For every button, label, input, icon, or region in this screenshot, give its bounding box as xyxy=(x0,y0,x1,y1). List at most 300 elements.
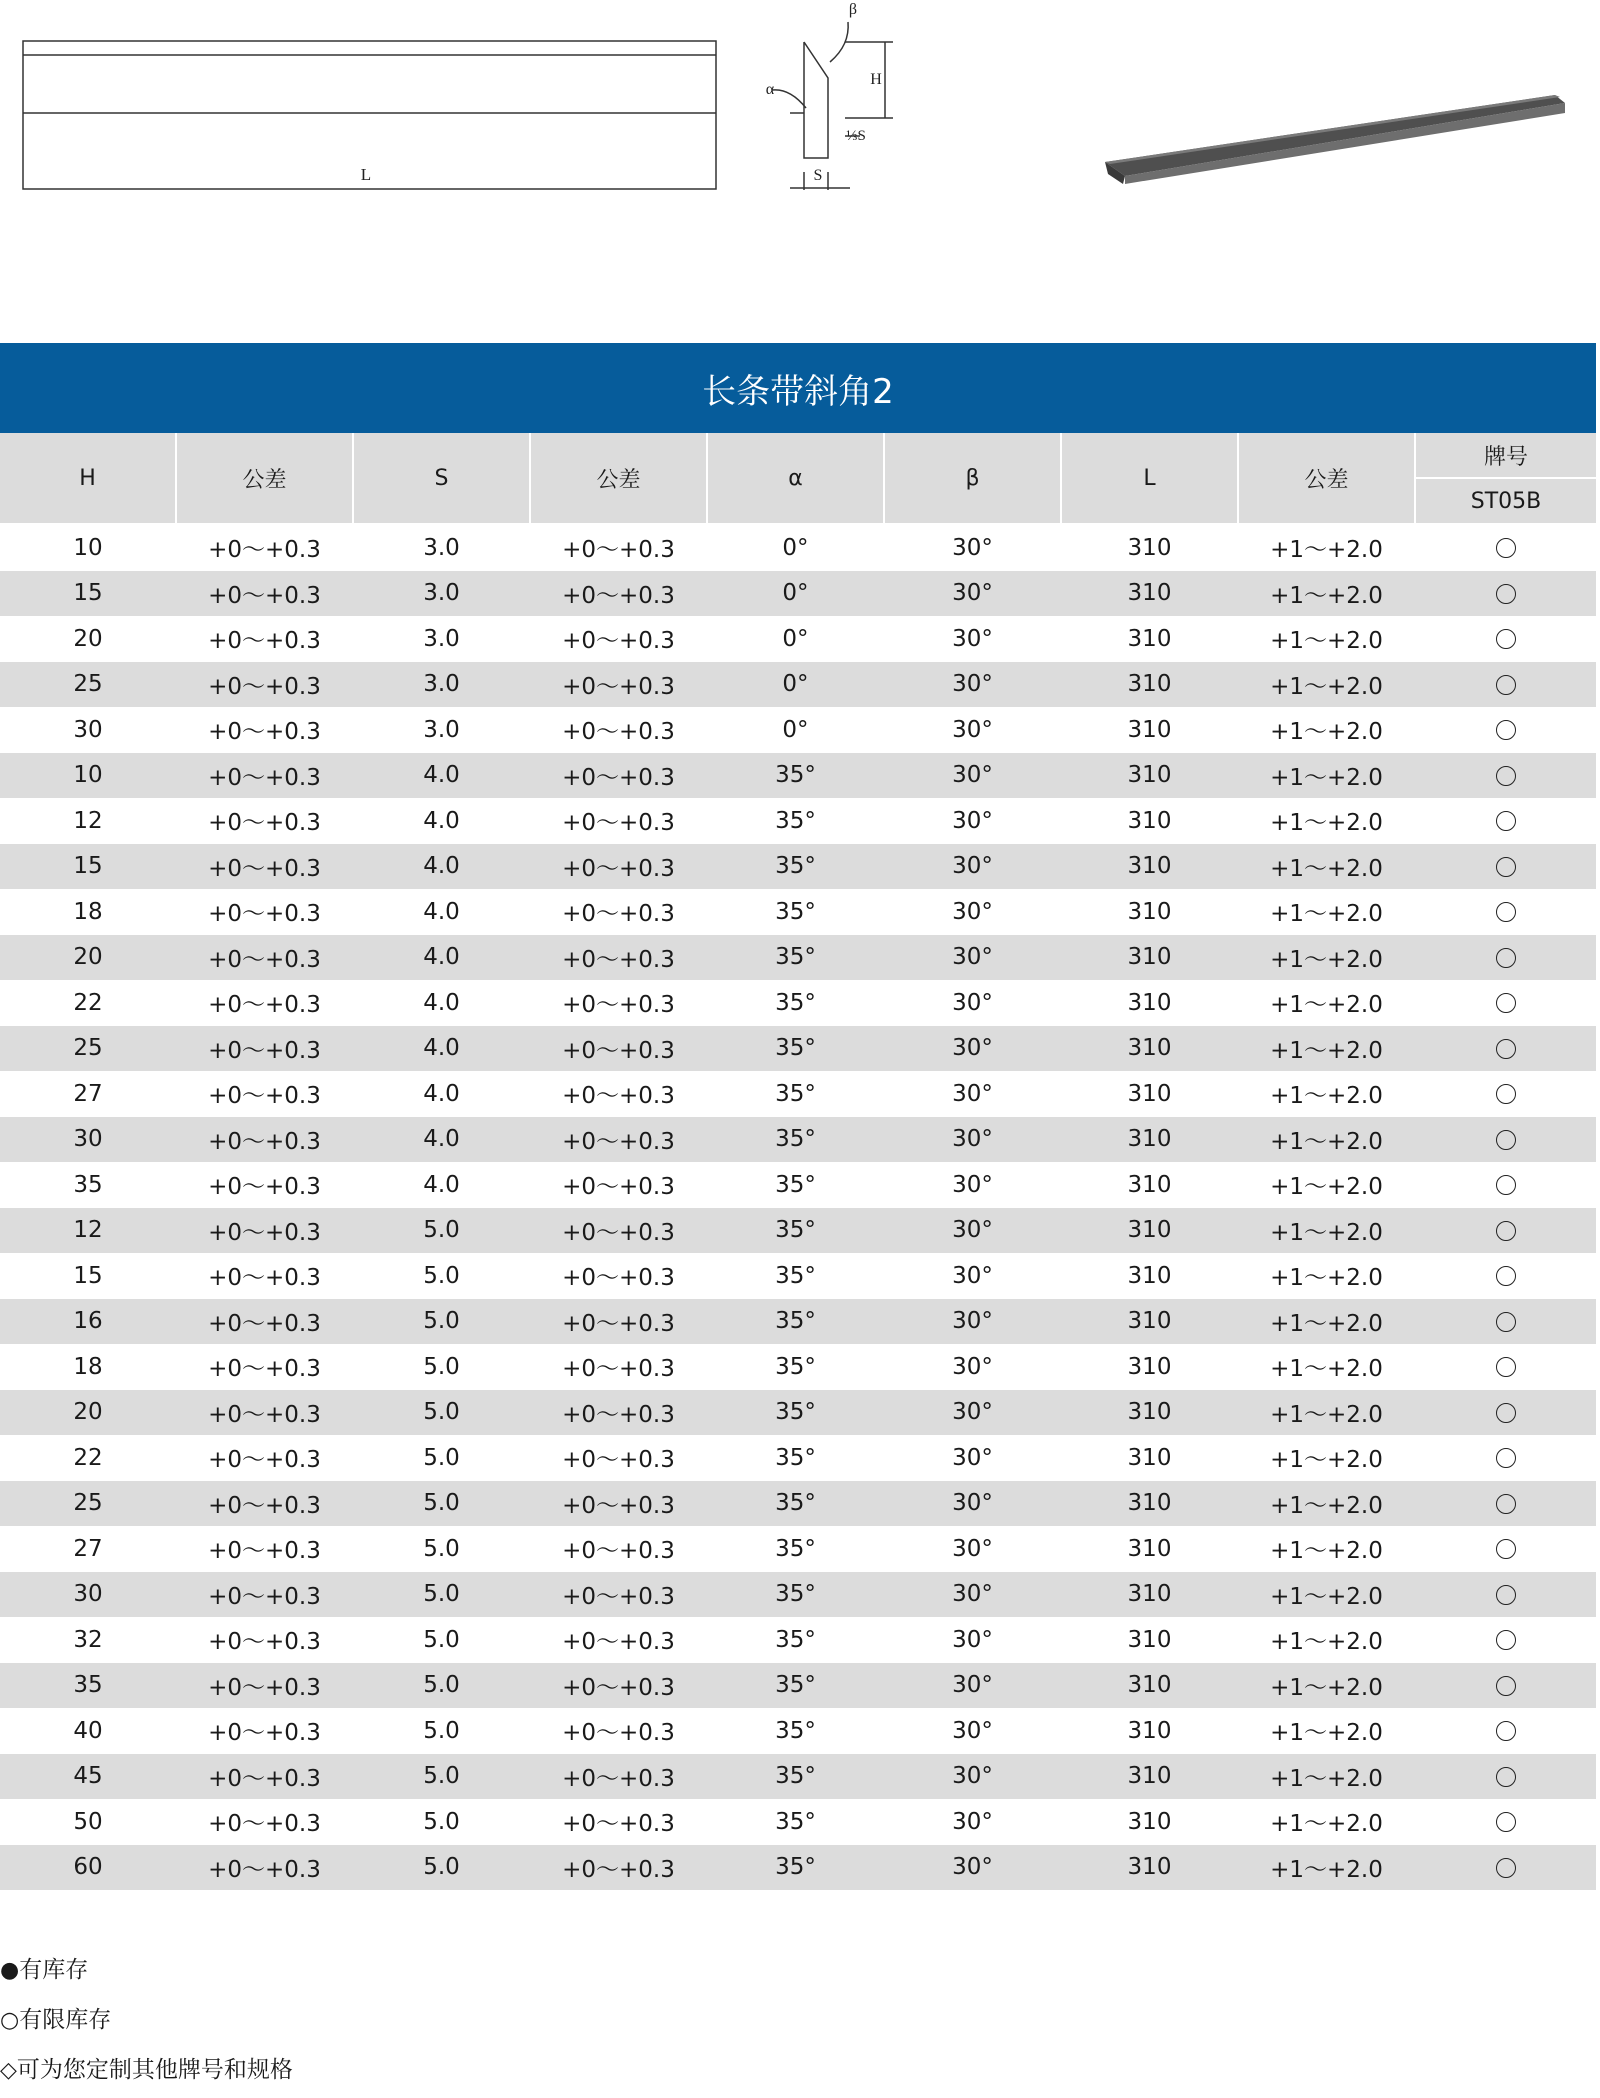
table-cell: +0～+0.3 xyxy=(562,1538,675,1565)
hollow-circle-icon xyxy=(1496,1721,1516,1741)
table-cell: +1～+2.0 xyxy=(1270,810,1383,837)
hollow-circle-icon xyxy=(1496,720,1516,740)
table-cell: 4.0 xyxy=(353,753,530,799)
table-cell: 310 xyxy=(1127,898,1172,925)
availability-cell xyxy=(1415,1708,1596,1754)
table-cell: 4.0 xyxy=(423,898,460,925)
table-cell: 30° xyxy=(952,898,993,925)
availability-cell xyxy=(1415,1344,1596,1390)
table-row xyxy=(0,1026,1596,1072)
header-cell: 公差 xyxy=(530,433,707,524)
table-cell: 35° xyxy=(775,807,816,834)
table-cell: 4.0 xyxy=(423,807,460,834)
table-cell: +0～+0.3 xyxy=(176,935,353,981)
table-row xyxy=(0,1754,1596,1800)
table-row xyxy=(0,798,1596,844)
availability-cell xyxy=(1415,1435,1596,1481)
table-cell: 35° xyxy=(707,753,884,799)
table-cell: 35° xyxy=(707,935,884,981)
table-row xyxy=(0,1071,1596,1117)
table-cell: 4.0 xyxy=(353,1117,530,1163)
table-cell: +1～+2.0 xyxy=(1270,719,1383,746)
table-cell: 35° xyxy=(707,844,884,890)
table-cell: 12 xyxy=(73,807,103,834)
beta-label: β xyxy=(848,1,858,18)
table-cell: 22 xyxy=(73,1444,103,1471)
table-cell: 3.0 xyxy=(423,716,460,743)
hollow-circle-icon xyxy=(1496,629,1516,649)
table-cell: +0～+0.3 xyxy=(176,1754,353,1800)
availability-cell xyxy=(1415,707,1596,753)
table-cell: +0～+0.3 xyxy=(530,1299,707,1345)
table-cell: +1～+2.0 xyxy=(1270,1629,1383,1656)
table-cell: 310 xyxy=(1127,1262,1172,1289)
table-cell: 310 xyxy=(1127,534,1172,561)
table-cell: 310 xyxy=(1061,1026,1238,1072)
table-cell: 35° xyxy=(707,1299,884,1345)
table-cell: 30° xyxy=(884,1026,1061,1072)
availability-cell xyxy=(1415,1526,1596,1572)
table-body xyxy=(0,524,1596,1890)
hollow-circle-icon xyxy=(1496,1630,1516,1650)
table-cell: 30° xyxy=(884,571,1061,617)
table-cell: 4.0 xyxy=(353,844,530,890)
availability-cell xyxy=(1415,616,1596,662)
table-cell: 35° xyxy=(775,1535,816,1562)
table-row xyxy=(0,1663,1596,1709)
table-cell: 5.0 xyxy=(353,1390,530,1436)
table-row xyxy=(0,1481,1596,1527)
table-cell: +0～+0.3 xyxy=(208,628,321,655)
table-cell: +0～+0.3 xyxy=(208,1629,321,1656)
hollow-circle-icon xyxy=(1496,902,1516,922)
table-cell: +0～+0.3 xyxy=(530,1845,707,1891)
table-cell: 310 xyxy=(1127,1171,1172,1198)
hollow-circle-icon xyxy=(1496,1585,1516,1605)
table-cell: 30° xyxy=(884,1754,1061,1800)
legend-custom xyxy=(0,2055,293,2085)
legend-limited-stock xyxy=(0,2005,111,2035)
table-cell: 30° xyxy=(952,989,993,1016)
table-cell: 310 xyxy=(1127,1080,1172,1107)
table-cell: +1～+2.0 xyxy=(1238,935,1415,981)
table-cell: +0～+0.3 xyxy=(530,1026,707,1072)
product-render-image xyxy=(1105,95,1565,184)
diamond-icon: ◇ xyxy=(0,2058,17,2083)
table-cell: 35° xyxy=(775,1626,816,1653)
table-cell: 35° xyxy=(775,1353,816,1380)
table-cell: 310 xyxy=(1061,1481,1238,1527)
table-cell: +1～+2.0 xyxy=(1270,1447,1383,1474)
table-row xyxy=(0,1617,1596,1663)
table-cell: 5.0 xyxy=(423,1444,460,1471)
table-cell: 22 xyxy=(73,989,103,1016)
table-cell: +1～+2.0 xyxy=(1270,628,1383,655)
hollow-circle-icon xyxy=(1496,766,1516,786)
table-cell: +0～+0.3 xyxy=(530,1117,707,1163)
table-cell: +0～+0.3 xyxy=(562,1083,675,1110)
table-cell: 12 xyxy=(0,1208,176,1254)
table-row xyxy=(0,1117,1596,1163)
table-cell: 30° xyxy=(952,807,993,834)
table-cell: +0～+0.3 xyxy=(208,1356,321,1383)
table-cell: 15 xyxy=(0,571,176,617)
table-cell: 4.0 xyxy=(423,1171,460,1198)
table-row xyxy=(0,616,1596,662)
hollow-circle-icon xyxy=(1496,1403,1516,1423)
table-cell: +1～+2.0 xyxy=(1238,1390,1415,1436)
table-cell: 25 xyxy=(0,1481,176,1527)
table-cell: 310 xyxy=(1061,1117,1238,1163)
grade-group-header: 牌号 xyxy=(1415,433,1596,478)
table-cell: +0～+0.3 xyxy=(562,1356,675,1383)
table-cell: 5.0 xyxy=(423,1262,460,1289)
table-cell: +1～+2.0 xyxy=(1270,992,1383,1019)
table-cell: +1～+2.0 xyxy=(1238,1026,1415,1072)
table-cell: +1～+2.0 xyxy=(1270,1538,1383,1565)
table-cell: 310 xyxy=(1061,662,1238,708)
table-row xyxy=(0,1162,1596,1208)
table-row xyxy=(0,753,1596,799)
hollow-circle-icon xyxy=(1496,538,1516,558)
table-row xyxy=(0,1526,1596,1572)
table-cell: +0～+0.3 xyxy=(208,992,321,1019)
table-cell: +0～+0.3 xyxy=(530,1481,707,1527)
s-label: S xyxy=(813,167,823,184)
table-cell: 27 xyxy=(73,1080,103,1107)
hollow-circle-icon xyxy=(1496,1039,1516,1059)
availability-cell xyxy=(1415,1071,1596,1117)
table-row xyxy=(0,707,1596,753)
availability-cell xyxy=(1415,798,1596,844)
hollow-circle-icon xyxy=(1496,948,1516,968)
table-cell: 30° xyxy=(952,1626,993,1653)
table-cell: +0～+0.3 xyxy=(530,935,707,981)
table-cell: 15 xyxy=(73,1262,103,1289)
legend-limited-stock-label: 有限库存 xyxy=(19,2007,112,2033)
table-cell: 30 xyxy=(0,1117,176,1163)
header-cell: 公差 xyxy=(1238,433,1415,524)
table-row xyxy=(0,935,1596,981)
availability-cell xyxy=(1415,1663,1596,1709)
table-cell: 310 xyxy=(1061,571,1238,617)
table-row xyxy=(0,1253,1596,1299)
table-cell: 35° xyxy=(775,1444,816,1471)
hollow-circle-icon xyxy=(1496,675,1516,695)
table-cell: +0～+0.3 xyxy=(208,537,321,564)
table-row xyxy=(0,524,1596,571)
table-cell: 310 xyxy=(1127,1717,1172,1744)
table-cell: +0～+0.3 xyxy=(562,992,675,1019)
table-cell: 15 xyxy=(0,844,176,890)
table-cell: +1～+2.0 xyxy=(1238,753,1415,799)
table-cell: 25 xyxy=(0,662,176,708)
table-cell: +0～+0.3 xyxy=(562,1265,675,1292)
table-cell: +0～+0.3 xyxy=(530,844,707,890)
table-cell: 310 xyxy=(1061,844,1238,890)
table-cell: 35° xyxy=(775,1171,816,1198)
table-cell: +0～+0.3 xyxy=(176,844,353,890)
table-cell: 30° xyxy=(884,1208,1061,1254)
availability-cell xyxy=(1415,1026,1596,1072)
table-cell: 5.0 xyxy=(423,1717,460,1744)
table-cell: 30 xyxy=(73,716,103,743)
table-cell: 5.0 xyxy=(353,1572,530,1618)
table-cell: 5.0 xyxy=(423,1626,460,1653)
availability-cell xyxy=(1415,1617,1596,1663)
table-cell: +0～+0.3 xyxy=(176,1117,353,1163)
table-cell: 30° xyxy=(884,1572,1061,1618)
table-header xyxy=(0,433,1596,524)
table-cell: 310 xyxy=(1127,807,1172,834)
table-cell: +1～+2.0 xyxy=(1238,1845,1415,1891)
table-cell: 30 xyxy=(0,1572,176,1618)
table-cell: 20 xyxy=(0,1390,176,1436)
table-cell: 35° xyxy=(707,1663,884,1709)
table-cell: 35° xyxy=(775,1808,816,1835)
table-cell: +0～+0.3 xyxy=(208,810,321,837)
availability-cell xyxy=(1415,1162,1596,1208)
table-cell: 35° xyxy=(707,1026,884,1072)
table-cell: 310 xyxy=(1127,1626,1172,1653)
hollow-circle-icon xyxy=(1496,1539,1516,1559)
table-cell: 30° xyxy=(952,1535,993,1562)
table-cell: 35° xyxy=(775,898,816,925)
hollow-circle-icon xyxy=(1496,857,1516,877)
availability-cell xyxy=(1415,889,1596,935)
alpha-label: α xyxy=(765,81,775,98)
table-cell: +0～+0.3 xyxy=(176,1663,353,1709)
table-row xyxy=(0,662,1596,708)
table-cell: +0～+0.3 xyxy=(562,1720,675,1747)
legend-in-stock xyxy=(0,1955,88,1985)
availability-cell xyxy=(1415,1253,1596,1299)
length-label: L xyxy=(360,165,372,184)
table-cell: 35° xyxy=(707,1208,884,1254)
availability-cell xyxy=(1415,1572,1596,1618)
header-cell: α xyxy=(707,433,884,524)
hollow-circle-icon xyxy=(1496,1858,1516,1878)
table-cell: 30° xyxy=(952,1353,993,1380)
hollow-circle-icon xyxy=(1496,1448,1516,1468)
table-row xyxy=(0,980,1596,1026)
availability-cell xyxy=(1415,935,1596,981)
table-cell: +1～+2.0 xyxy=(1270,901,1383,928)
availability-cell xyxy=(1415,753,1596,799)
height-label: H xyxy=(870,71,882,88)
table-cell: 35° xyxy=(775,1717,816,1744)
table-cell: 4.0 xyxy=(353,935,530,981)
availability-cell xyxy=(1415,1845,1596,1891)
table-cell: 4.0 xyxy=(423,989,460,1016)
table-title: 长条带斜角2 xyxy=(0,343,1596,433)
table-cell: 5.0 xyxy=(353,1208,530,1254)
table-cell: +0～+0.3 xyxy=(208,719,321,746)
table-cell: 30° xyxy=(952,1808,993,1835)
table-cell: +0～+0.3 xyxy=(176,571,353,617)
table-cell: 30° xyxy=(884,1663,1061,1709)
table-cell: 310 xyxy=(1127,1444,1172,1471)
table-cell: 5.0 xyxy=(423,1808,460,1835)
table-row xyxy=(0,1708,1596,1754)
table-cell: +1～+2.0 xyxy=(1238,1663,1415,1709)
third-s-label: ⅓S xyxy=(846,128,866,144)
table-cell: 35° xyxy=(775,989,816,1016)
table-cell: +1～+2.0 xyxy=(1238,1208,1415,1254)
table-cell: 4.0 xyxy=(423,1080,460,1107)
table-cell: 5.0 xyxy=(353,1481,530,1527)
hollow-circle-icon xyxy=(1496,993,1516,1013)
hollow-circle-icon: ○ xyxy=(0,2008,20,2033)
table-cell: 5.0 xyxy=(353,1299,530,1345)
table-cell: 35° xyxy=(775,1262,816,1289)
table-cell: 310 xyxy=(1061,935,1238,981)
table-cell: 30° xyxy=(884,1481,1061,1527)
table-cell: +0～+0.3 xyxy=(208,1174,321,1201)
table-row xyxy=(0,1845,1596,1891)
table-cell: +1～+2.0 xyxy=(1238,844,1415,890)
table-cell: 0° xyxy=(707,662,884,708)
table-cell: 5.0 xyxy=(423,1353,460,1380)
table-cell: +1～+2.0 xyxy=(1270,537,1383,564)
hollow-circle-icon xyxy=(1496,1266,1516,1286)
table-row xyxy=(0,844,1596,890)
table-cell: 3.0 xyxy=(423,625,460,652)
availability-cell xyxy=(1415,980,1596,1026)
availability-cell xyxy=(1415,1481,1596,1527)
table-cell: 3.0 xyxy=(353,571,530,617)
table-cell: +1～+2.0 xyxy=(1238,1754,1415,1800)
table-cell: 5.0 xyxy=(423,1535,460,1562)
table-cell: +0～+0.3 xyxy=(176,1845,353,1891)
hollow-circle-icon xyxy=(1496,1494,1516,1514)
table-row xyxy=(0,1299,1596,1345)
table-row xyxy=(0,1390,1596,1436)
table-row xyxy=(0,1208,1596,1254)
table-cell: +1～+2.0 xyxy=(1270,1356,1383,1383)
hollow-circle-icon xyxy=(1496,1312,1516,1332)
table-cell: 32 xyxy=(73,1626,103,1653)
table-cell: +1～+2.0 xyxy=(1270,1083,1383,1110)
table-cell: 27 xyxy=(73,1535,103,1562)
header-cell: S xyxy=(353,433,530,524)
table-cell: +0～+0.3 xyxy=(562,810,675,837)
availability-cell xyxy=(1415,1117,1596,1163)
table-cell: +0～+0.3 xyxy=(176,1390,353,1436)
spec-table-section xyxy=(0,343,1596,1890)
grade-header: ST05B xyxy=(1415,478,1596,524)
table-cell: 30° xyxy=(884,1117,1061,1163)
table-cell: 35° xyxy=(707,1845,884,1891)
table-cell: 310 xyxy=(1061,753,1238,799)
hollow-circle-icon xyxy=(1496,1130,1516,1150)
table-cell: 30° xyxy=(952,716,993,743)
table-cell: 310 xyxy=(1127,1808,1172,1835)
table-cell: +1～+2.0 xyxy=(1238,1572,1415,1618)
table-cell: 18 xyxy=(73,898,103,925)
table-cell: +0～+0.3 xyxy=(530,1208,707,1254)
table-cell: 0° xyxy=(782,716,809,743)
legend-custom-label: 可为您定制其他牌号和规格 xyxy=(16,2057,293,2083)
table-cell: 30° xyxy=(952,1262,993,1289)
header-cell: 公差 xyxy=(176,433,353,524)
table-cell: 0° xyxy=(707,571,884,617)
bar-profile-view xyxy=(772,22,893,190)
hollow-circle-icon xyxy=(1496,1357,1516,1377)
table-cell: 30° xyxy=(884,753,1061,799)
table-cell: 16 xyxy=(0,1299,176,1345)
header-cell: β xyxy=(884,433,1061,524)
table-cell: 35 xyxy=(0,1663,176,1709)
table-cell: 310 xyxy=(1061,1572,1238,1618)
table-cell: 310 xyxy=(1127,1353,1172,1380)
table-cell: 310 xyxy=(1061,1299,1238,1345)
legend-in-stock-label: 有库存 xyxy=(19,1957,89,1983)
hollow-circle-icon xyxy=(1496,1767,1516,1787)
table-cell: 30° xyxy=(952,1080,993,1107)
table-cell: 60 xyxy=(0,1845,176,1891)
table-row xyxy=(0,571,1596,617)
table-cell: +1～+2.0 xyxy=(1270,1811,1383,1838)
table-cell: +0～+0.3 xyxy=(562,628,675,655)
table-cell: +0～+0.3 xyxy=(176,1208,353,1254)
table-cell: +0～+0.3 xyxy=(530,1754,707,1800)
table-cell: +0～+0.3 xyxy=(562,719,675,746)
table-cell: 5.0 xyxy=(353,1663,530,1709)
availability-cell xyxy=(1415,571,1596,617)
table-cell: 45 xyxy=(0,1754,176,1800)
table-cell: +0～+0.3 xyxy=(562,1811,675,1838)
availability-cell xyxy=(1415,844,1596,890)
table-row xyxy=(0,1572,1596,1618)
table-cell: +1～+2.0 xyxy=(1270,1720,1383,1747)
table-cell: 310 xyxy=(1061,1208,1238,1254)
table-cell: 0° xyxy=(782,534,809,561)
table-cell: 310 xyxy=(1127,989,1172,1016)
table-cell: 30° xyxy=(952,534,993,561)
hollow-circle-icon xyxy=(1496,1676,1516,1696)
table-cell: +1～+2.0 xyxy=(1270,1174,1383,1201)
table-cell: 30° xyxy=(884,1845,1061,1891)
availability-cell xyxy=(1415,524,1596,571)
table-cell: +0～+0.3 xyxy=(530,571,707,617)
table-cell: 310 xyxy=(1061,1663,1238,1709)
spec-table xyxy=(0,433,1596,1890)
table-cell: 25 xyxy=(0,1026,176,1072)
table-cell: +0～+0.3 xyxy=(176,662,353,708)
table-cell: +0～+0.3 xyxy=(562,1174,675,1201)
table-cell: 35° xyxy=(775,1080,816,1107)
table-cell: +1～+2.0 xyxy=(1238,1299,1415,1345)
table-row xyxy=(0,1435,1596,1481)
availability-cell xyxy=(1415,1799,1596,1845)
table-cell: 35° xyxy=(707,1117,884,1163)
table-cell: 3.0 xyxy=(353,662,530,708)
table-cell: 310 xyxy=(1127,716,1172,743)
table-cell: +0～+0.3 xyxy=(176,753,353,799)
table-cell: 50 xyxy=(73,1808,103,1835)
table-cell: 30° xyxy=(952,1171,993,1198)
table-cell: 310 xyxy=(1127,625,1172,652)
table-cell: +0～+0.3 xyxy=(208,1811,321,1838)
table-cell: +0～+0.3 xyxy=(176,1026,353,1072)
header-cell: H xyxy=(0,433,176,524)
table-cell: 0° xyxy=(782,625,809,652)
hollow-circle-icon xyxy=(1496,1812,1516,1832)
hollow-circle-icon xyxy=(1496,584,1516,604)
filled-circle-icon: ● xyxy=(0,1958,20,1983)
table-cell: 4.0 xyxy=(353,1026,530,1072)
